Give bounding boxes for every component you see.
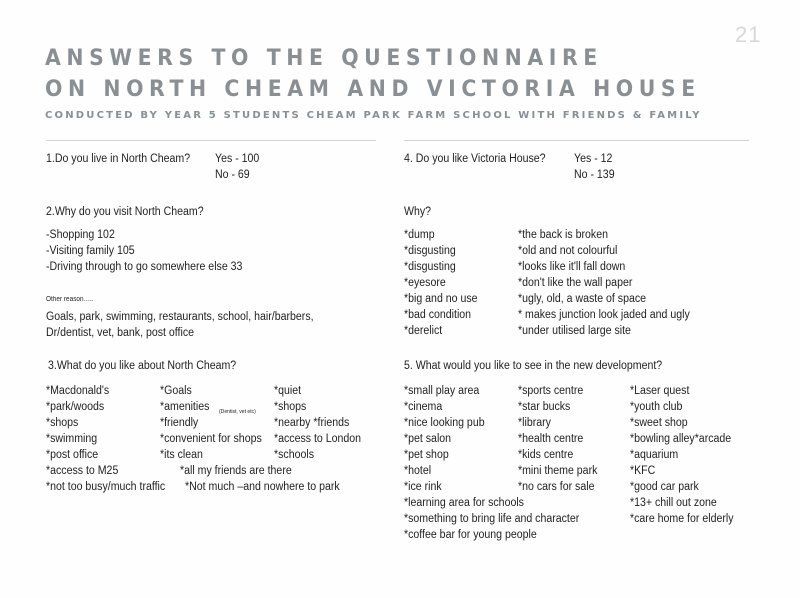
q5-item: *star bucks bbox=[518, 401, 571, 413]
q5-item: *13+ chill out zone bbox=[630, 497, 717, 509]
q5-item: *no cars for sale bbox=[518, 481, 595, 493]
q3-item: *park/woods bbox=[46, 401, 105, 413]
q5-item: *ice rink bbox=[404, 481, 442, 493]
q5-item: *sports centre bbox=[518, 385, 584, 397]
q5-item: *youth club bbox=[630, 401, 683, 413]
q2-question: 2.Why do you visit North Cheam? bbox=[46, 206, 204, 218]
why-item: *disgusting bbox=[404, 245, 456, 257]
q2-other-line: Dr/dentist, vet, bank, post office bbox=[46, 327, 195, 339]
q4-question: 4. Do you like Victoria House? bbox=[404, 153, 546, 165]
q2-answer: -Visiting family 105 bbox=[46, 245, 135, 257]
q5-item: *bowling alley*arcade bbox=[630, 433, 732, 445]
q3-item: *Not much –and nowhere to park bbox=[185, 481, 340, 493]
q5-item: *mini theme park bbox=[518, 465, 598, 477]
page-number: 21 bbox=[735, 22, 762, 47]
q2-answer: -Shopping 102 bbox=[46, 229, 115, 241]
q3-item: *not too busy/much traffic bbox=[46, 481, 166, 493]
why-item: *don't like the wall paper bbox=[518, 277, 633, 289]
q3-item: *shops bbox=[274, 401, 307, 413]
q5-item: *health centre bbox=[518, 433, 584, 445]
q5-item: *nice looking pub bbox=[404, 417, 485, 429]
q3-amenities-note: (Dentist, vet etc) bbox=[219, 409, 256, 415]
q5-item: *hotel bbox=[404, 465, 432, 477]
q3-item: *Goals bbox=[160, 385, 192, 397]
q1-question: 1.Do you live in North Cheam? bbox=[46, 153, 191, 165]
q5-item: *Laser quest bbox=[630, 385, 690, 397]
why-item: *dump bbox=[404, 229, 435, 241]
q3-item: *convenient for shops bbox=[160, 433, 262, 445]
q5-item: *sweet shop bbox=[630, 417, 688, 429]
q5-item: *KFC bbox=[630, 465, 656, 477]
q5-item: *care home for elderly bbox=[630, 513, 734, 525]
title-line-2: ON NORTH CHEAM AND VICTORIA HOUSE bbox=[45, 77, 701, 102]
why-item: *under utilised large site bbox=[518, 325, 631, 337]
q4-no: No - 139 bbox=[574, 169, 615, 181]
q2-answer: -Driving through to go somewhere else 33 bbox=[46, 261, 243, 273]
q1-yes: Yes - 100 bbox=[215, 153, 260, 165]
q3-item: *access to M25 bbox=[46, 465, 119, 477]
q3-question: 3.What do you like about North Cheam? bbox=[48, 360, 237, 372]
why-item: *the back is broken bbox=[518, 229, 608, 241]
why-item: *ugly, old, a waste of space bbox=[518, 293, 647, 305]
q3-item: *friendly bbox=[160, 417, 199, 429]
why-label: Why? bbox=[404, 206, 432, 218]
q5-item: *coffee bar for young people bbox=[404, 529, 537, 541]
q5-item: *pet salon bbox=[404, 433, 452, 445]
q5-question: 5. What would you like to see in the new development? bbox=[404, 360, 663, 372]
q3-item: *quiet bbox=[274, 385, 302, 397]
divider-right bbox=[404, 140, 749, 141]
why-item: * makes junction look jaded and ugly bbox=[518, 309, 690, 321]
q5-item: *aquarium bbox=[630, 449, 679, 461]
q2-other-label: Other reason….. bbox=[46, 296, 94, 303]
why-item: *bad condition bbox=[404, 309, 472, 321]
q3-item: *schools bbox=[274, 449, 314, 461]
q4-yes: Yes - 12 bbox=[574, 153, 613, 165]
why-item: *eyesore bbox=[404, 277, 446, 289]
q5-item: *learning area for schools bbox=[404, 497, 524, 509]
q5-item: *small play area bbox=[404, 385, 480, 397]
q5-item: *good car park bbox=[630, 481, 699, 493]
why-item: *derelict bbox=[404, 325, 443, 337]
q3-item: *its clean bbox=[160, 449, 203, 461]
why-item: *big and no use bbox=[404, 293, 478, 305]
q3-item: *all my friends are there bbox=[180, 465, 292, 477]
q3-item: *amenities bbox=[160, 401, 210, 413]
why-item: *looks like it'll fall down bbox=[518, 261, 626, 273]
q5-item: *kids centre bbox=[518, 449, 574, 461]
q3-item: *nearby *friends bbox=[274, 417, 350, 429]
q5-item: *library bbox=[518, 417, 551, 429]
q3-item: *post office bbox=[46, 449, 99, 461]
title-line-1: ANSWERS TO THE QUESTIONNAIRE bbox=[45, 46, 603, 71]
why-item: *disgusting bbox=[404, 261, 456, 273]
subtitle: CONDUCTED BY YEAR 5 STUDENTS CHEAM PARK FARM SCHOOL WITH FRIENDS & FAMILY bbox=[45, 110, 702, 121]
q5-item: *pet shop bbox=[404, 449, 449, 461]
q2-other-line: Goals, park, swimming, restaurants, school, hair/barbers, bbox=[46, 311, 314, 323]
q3-item: *swimming bbox=[46, 433, 98, 445]
q5-item: *something to bring life and character bbox=[404, 513, 580, 525]
q1-no: No - 69 bbox=[215, 169, 250, 181]
q5-item: *cinema bbox=[404, 401, 443, 413]
q3-item: *access to London bbox=[274, 433, 362, 445]
q3-item: *shops bbox=[46, 417, 79, 429]
q3-item: *Macdonald's bbox=[46, 385, 110, 397]
divider-left bbox=[46, 140, 376, 141]
why-item: *old and not colourful bbox=[518, 245, 618, 257]
